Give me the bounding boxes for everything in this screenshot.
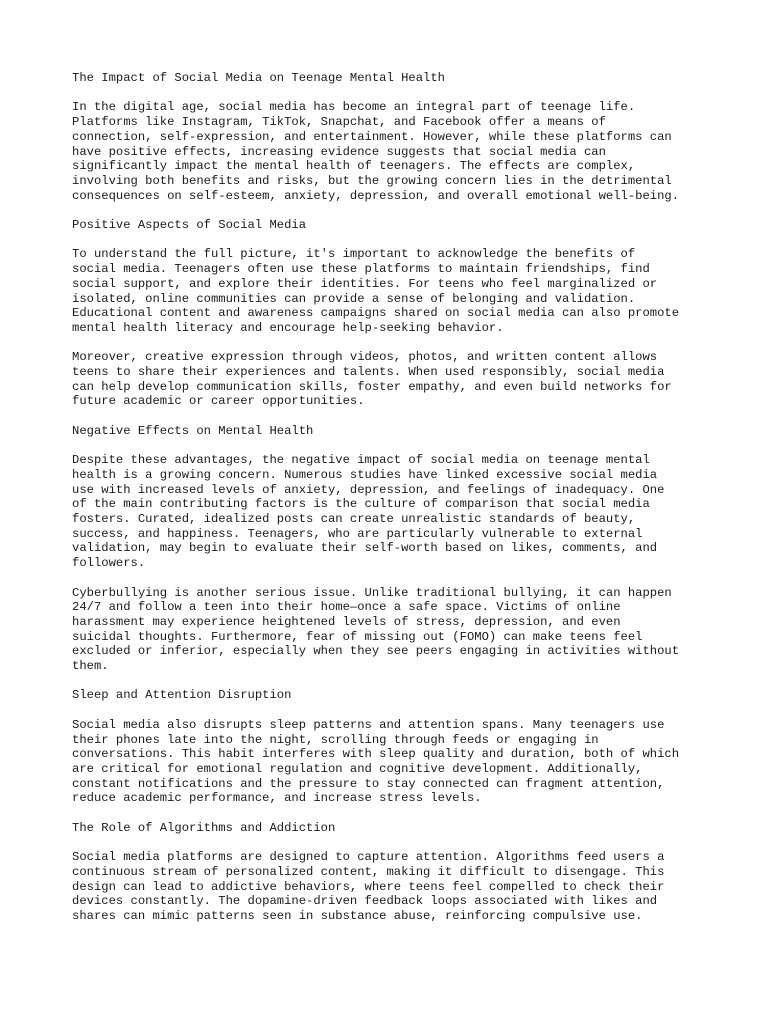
paragraph: Cyberbullying is another serious issue. Unlike traditional bullying, it can happen 24/7 and follow a teen into their home—once a safe space. Victims of online harassment may experience heightened levels of stress, depression, and even suicidal thoughts. Furthermore, fear of missing out (FOMO) can make teens feel excluded or inferior, especially when they see peers engaging in activities without them.	[72, 585, 680, 674]
document-title: The Impact of Social Media on Teenage Mental Health	[72, 71, 445, 85]
section-heading-algorithms: The Role of Algorithms and Addiction	[72, 820, 336, 835]
document-body	[72, 71, 712, 938]
paragraph: Social media also disrupts sleep patterns and attention spans. Many teenagers use their phones late into the night, scrolling through feeds or engaging in conversations. This habit interferes with sleep quality and duration, both of which are critical for emotional regulation and cognitive development. Additionally, constant notifications and the pressure to stay connected can fragment attention, reduce academic performance, and increase stress levels.	[72, 717, 680, 806]
paragraph: To understand the full picture, it's important to acknowledge the benefits of social media. Teenagers often use these platforms to maintain friendships, find social support, and explore their identities. For teens who feel marginalized or isolated, online communities can provide a sense of belonging and validation. Educational content and awareness campaigns shared on social media can also promote mental health literacy and encourage help-seeking behavior.	[72, 247, 680, 335]
intro-paragraph: In the digital age, social media has become an integral part of teenage life. Platforms like Instagram, TikTok, Snapchat, and Facebook offer a means of connection, self-expression, and entertainment. However, while these platforms can have positive effects, increasing evidence suggests that social media can significantly impact the mental health of teenagers. The effects are complex, involving both benefits and risks, but the growing concern lies in the detrimental consequences on self-esteem, anxiety, depression, and overall emotional well-being.	[72, 100, 680, 203]
section-heading-negative: Negative Effects on Mental Health	[72, 423, 314, 438]
paragraph: Social media platforms are designed to capture attention. Algorithms feed users a continuous stream of personalized content, making it difficult to disengage. This design can lead to addictive behaviors, where teens feel compelled to check their devices constantly. The dopamine-driven feedback loops associated with likes and shares can mimic patterns seen in substance abuse, reinforcing compulsive use.	[72, 850, 665, 923]
paragraph: Moreover, creative expression through videos, photos, and written content allows teens to share their experiences and talents. When used responsibly, social media can help develop communication skills, foster empathy, and even build networks for future academic or career opportunities.	[72, 350, 672, 409]
paragraph: Despite these advantages, the negative impact of social media on teenage mental health is a growing concern. Numerous studies have linked excessive social media use with increased levels of anxiety, depression, and feelings of inadequacy. One of the main contributing factors is the culture of comparison that social media fosters. Curated, idealized posts can create unrealistic standards of beauty, success, and happiness. Teenagers, who are particularly vulnerable to external validation, may begin to evaluate their self-worth based on likes, comments, and followers.	[72, 453, 665, 571]
section-heading-sleep: Sleep and Attention Disruption	[72, 688, 292, 703]
section-heading-positive: Positive Aspects of Social Media	[72, 218, 307, 232]
